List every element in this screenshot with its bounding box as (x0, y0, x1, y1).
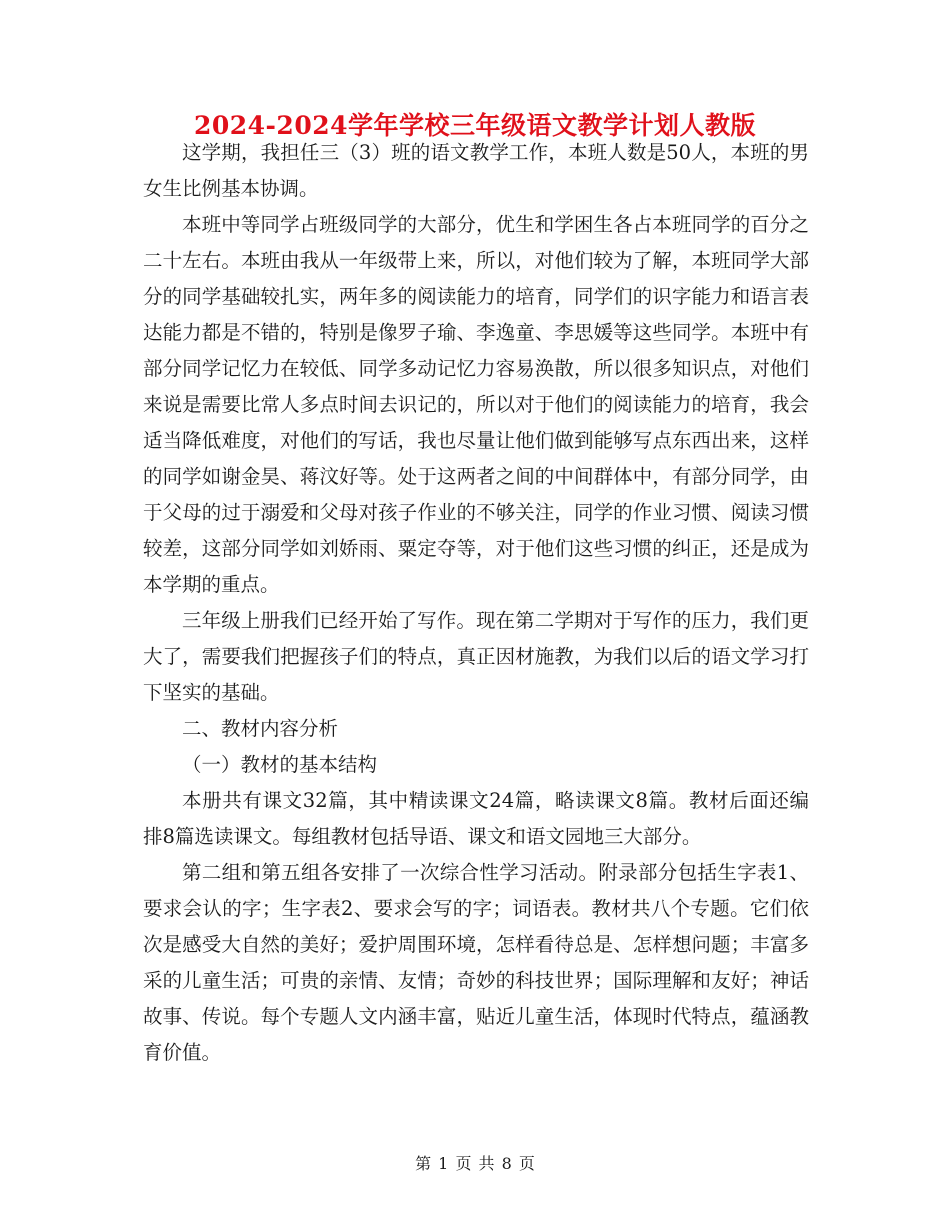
paragraph-writing-goals: 三年级上册我们已经开始了写作。现在第二学期对于写作的压力，我们更大了，需要我们把握孩子们的特点，真正因材施教，为我们以后的语文学习打下坚实的基础。 (143, 609, 809, 704)
document-title: 2024-2024学年学校三年级语文教学计划人教版 (193, 111, 757, 140)
paragraph-lesson-count: 本册共有课文32篇，其中精读课文24篇，略读课文8篇。教材后面还编排8篇选读课文。每组教材包括导语、课文和语文园地三大部分。 (143, 789, 809, 848)
page-footer: 第 1 页 共 8 页 (415, 1154, 535, 1173)
section-heading-textbook-analysis: 二、教材内容分析 (182, 717, 339, 740)
paragraph-class-overview: 这学期，我担任三（3）班的语文教学工作，本班人数是50人，本班的男女生比例基本协调。 (143, 141, 809, 200)
subsection-heading-textbook-structure: （一）教材的基本结构 (182, 753, 378, 776)
document-body (143, 135, 809, 1071)
paragraph-topics: 第二组和第五组各安排了一次综合性学习活动。附录部分包括生字表1、要求会认的字；生字表2、要求会写的字；词语表。教材共八个专题。它们依次是感受大自然的美好；爱护周围环境，怎样看待总是、怎样想问题；丰富多采的儿童生活；可贵的亲情、友情；奇妙的科技世界；国际理解和友好；神话故事、传说。每个专题人文内涵丰富，贴近儿童生活，体现时代特点，蕴涵教育价值。 (143, 861, 809, 1064)
paragraph-student-analysis: 本班中等同学占班级同学的大部分，优生和学困生各占本班同学的百分之二十左右。本班由我从一年级带上来，所以，对他们较为了解，本班同学大部分的同学基础较扎实，两年多的阅读能力的培育，同学们的识字能力和语言表达能力都是不错的，特别是像罗子瑜、李逸童、李思媛等这些同学。本班中有部分同学记忆力在较低、同学多动记忆力容易涣散，所以很多知识点，对他们来说是需要比常人多点时间去识记的，所以对于他们的阅读能力的培育，我会适当降低难度，对他们的写话，我也尽量让他们做到能够写点东西出来，这样的同学如谢金昊、蒋汶好等。处于这两者之间的中间群体中，有部分同学，由于父母的过于溺爱和父母对孩子作业的不够关注，同学的作业习惯、阅读习惯较差，这部分同学如刘娇雨、粟定夺等，对于他们这些习惯的纠正，还是成为本学期的重点。 (143, 213, 809, 596)
